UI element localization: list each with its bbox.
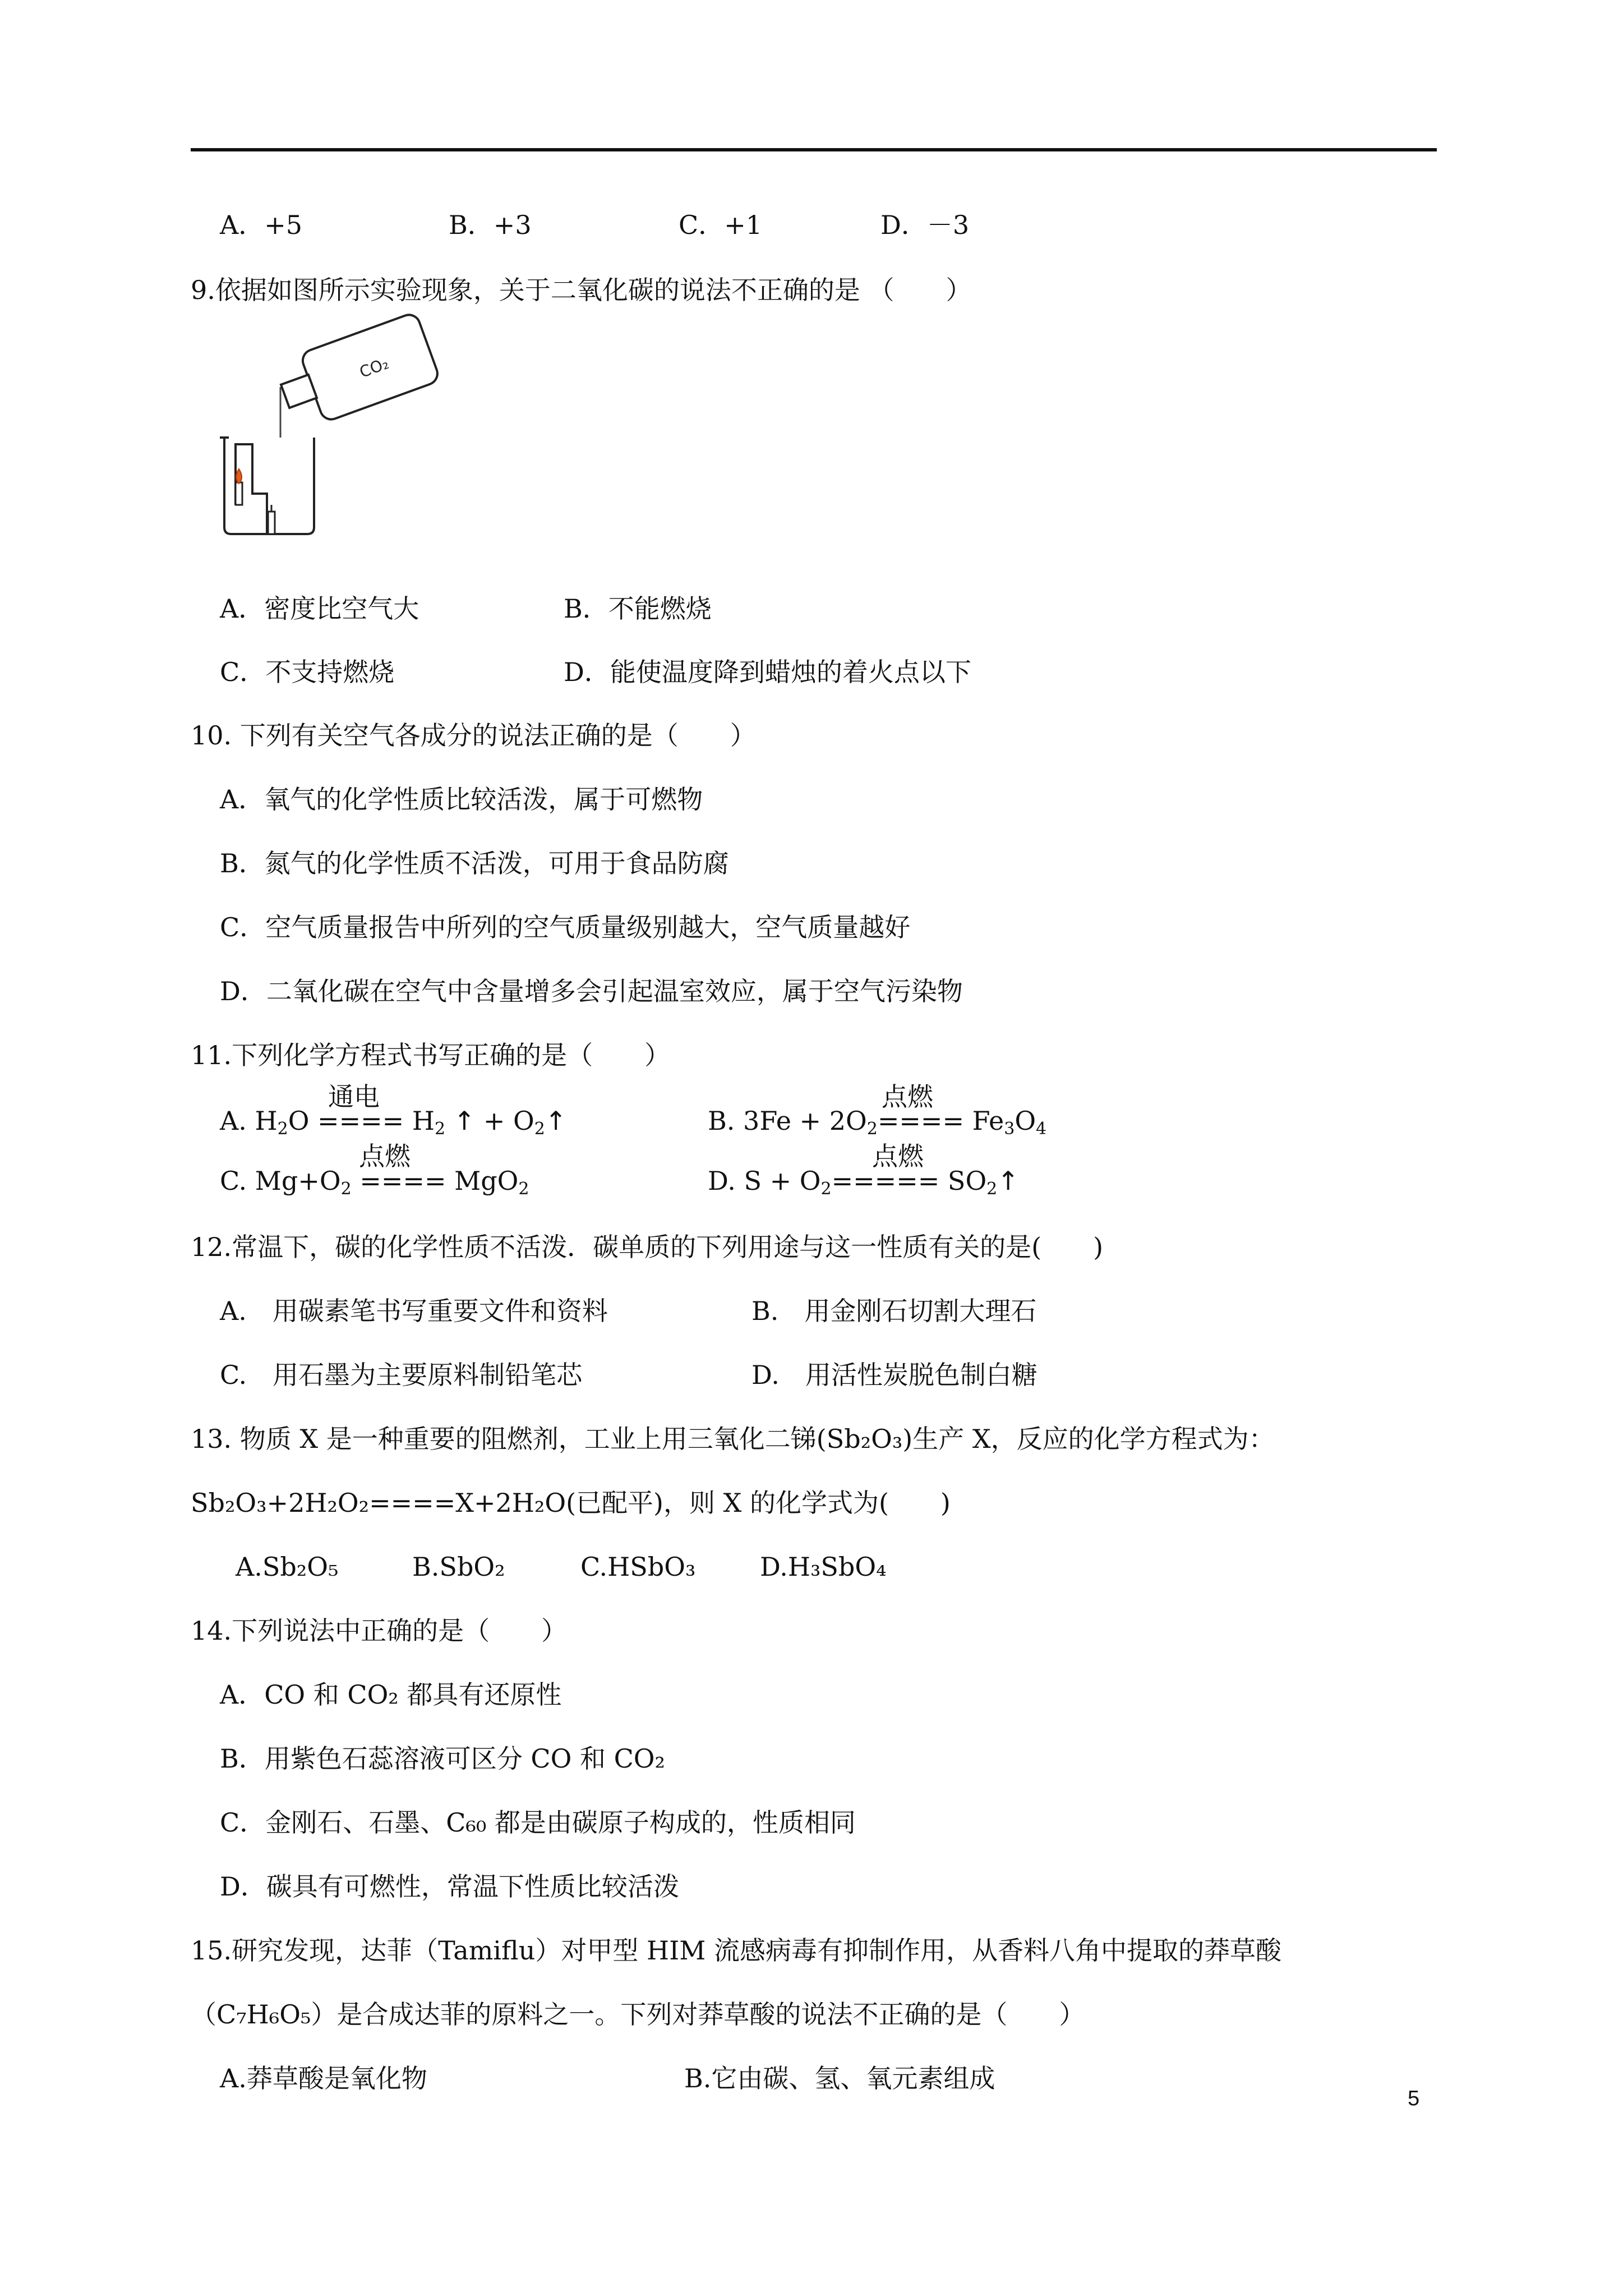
q9-option-c: C．不支持燃烧 — [220, 657, 395, 687]
q13-stem-line1: 13. 物质 X 是一种重要的阻燃剂，工业上用三氧化二锑(Sb₂O₃)生产 X，反应的化学方程式为： — [191, 1424, 1275, 1454]
q12-option-d: D. 用活性炭脱色制白糖 — [751, 1360, 1038, 1390]
q8-option-d: D．－3 — [880, 210, 970, 240]
q14-option-d: D．碳具有可燃性，常温下性质比较活泼 — [220, 1871, 679, 1902]
q11-option-c: C. $Mg+O_2$ ==== MgO$_2$ — [220, 1166, 529, 1199]
header-rule — [191, 148, 1437, 151]
q9-option-b: B．不能燃烧 — [564, 593, 712, 624]
q12-option-c: C. 用石墨为主要原料制铅笔芯 — [220, 1360, 583, 1390]
page-number: 5 — [1408, 2087, 1420, 2110]
q11-c-condition: 点燃 — [359, 1141, 411, 1171]
q15-option-a: A.莽草酸是氧化物 — [220, 2063, 427, 2093]
q8-option-a: A．+5 — [220, 210, 303, 240]
q9-option-a: A．密度比空气大 — [220, 593, 419, 624]
q13-options — [0, 1554, 1623, 1582]
q10-stem: 10. 下列有关空气各成分的说法正确的是（ ） — [191, 720, 756, 751]
q11-option-a: A. $H_2O$ ==== $H_2$ ↑ + $O_2↑$ — [220, 1106, 567, 1139]
q11-stem: 11.下列化学方程式书写正确的是（ ） — [191, 1040, 671, 1070]
q11-option-d: D. $S + O_2=====$ $SO_2↑$ — [708, 1166, 1019, 1199]
q9-figure — [213, 303, 449, 550]
q12-option-a: A. 用碳素笔书写重要文件和资料 — [220, 1296, 608, 1326]
q15-stem-line1: 15.研究发现，达菲（Tamiflu）对甲型 HIM 流感病毒有抑制作用，从香料八角中提取的莽草酸 — [191, 1935, 1281, 1966]
q12-option-b: B. 用金刚石切割大理石 — [751, 1296, 1037, 1326]
q14-option-a: A．CO 和 CO₂ 都具有还原性 — [220, 1680, 562, 1710]
q13-option-a: A.Sb₂O₅ — [236, 1552, 339, 1582]
q8-option-b: B．+3 — [449, 210, 532, 240]
q8-options — [0, 212, 1623, 240]
q14-option-b: B．用紫色石蕊溶液可区分 CO 和 CO₂ — [220, 1743, 665, 1774]
q13-stem-line2: Sb₂O₃+2H₂O₂====X+2H₂O(已配平)，则 X 的化学式为( ) — [191, 1488, 951, 1518]
q14-stem: 14.下列说法中正确的是（ ） — [191, 1616, 568, 1646]
q9-stem: 9.依据如图所示实验现象，关于二氧化碳的说法不正确的是 （ ） — [191, 275, 972, 305]
q8-option-c: C．+1 — [679, 210, 763, 240]
q13-option-c: C.HSbO₃ — [580, 1552, 696, 1582]
q14-option-c: C．金刚石、石墨、C₆₀ 都是由碳原子构成的，性质相同 — [220, 1807, 856, 1838]
q9-option-d: D．能使温度降到蜡烛的着火点以下 — [564, 657, 971, 687]
q15-stem-line2: （C₇H₆O₅）是合成达菲的原料之一。下列对莽草酸的说法不正确的是（ ） — [191, 1999, 1085, 2030]
q11-d-condition: 点燃 — [872, 1141, 924, 1171]
q10-option-b: B．氮气的化学性质不活泼，可用于食品防腐 — [220, 848, 729, 878]
q11-b-condition: 点燃 — [882, 1082, 933, 1112]
q10-option-d: D．二氧化碳在空气中含量增多会引起温室效应，属于空气污染物 — [220, 976, 963, 1006]
q10-option-a: A．氧气的化学性质比较活泼，属于可燃物 — [220, 784, 703, 815]
q11-option-b: B. $3Fe + 2O_2==== Fe_3O_4$ — [708, 1106, 1047, 1139]
q11-a-condition: 通电 — [328, 1082, 380, 1112]
q13-option-d: D.H₃SbO₄ — [760, 1552, 887, 1582]
q10-option-c: C．空气质量报告中所列的空气质量级别越大，空气质量越好 — [220, 912, 911, 942]
q13-option-b: B.SbO₂ — [412, 1552, 505, 1582]
q9-figure-label: CO₂ — [357, 353, 391, 382]
q12-stem: 12.常温下，碳的化学性质不活泼．碳单质的下列用途与这一性质有关的是( ) — [191, 1232, 1104, 1262]
q15-option-b: B.它由碳、氢、氧元素组成 — [684, 2063, 995, 2093]
